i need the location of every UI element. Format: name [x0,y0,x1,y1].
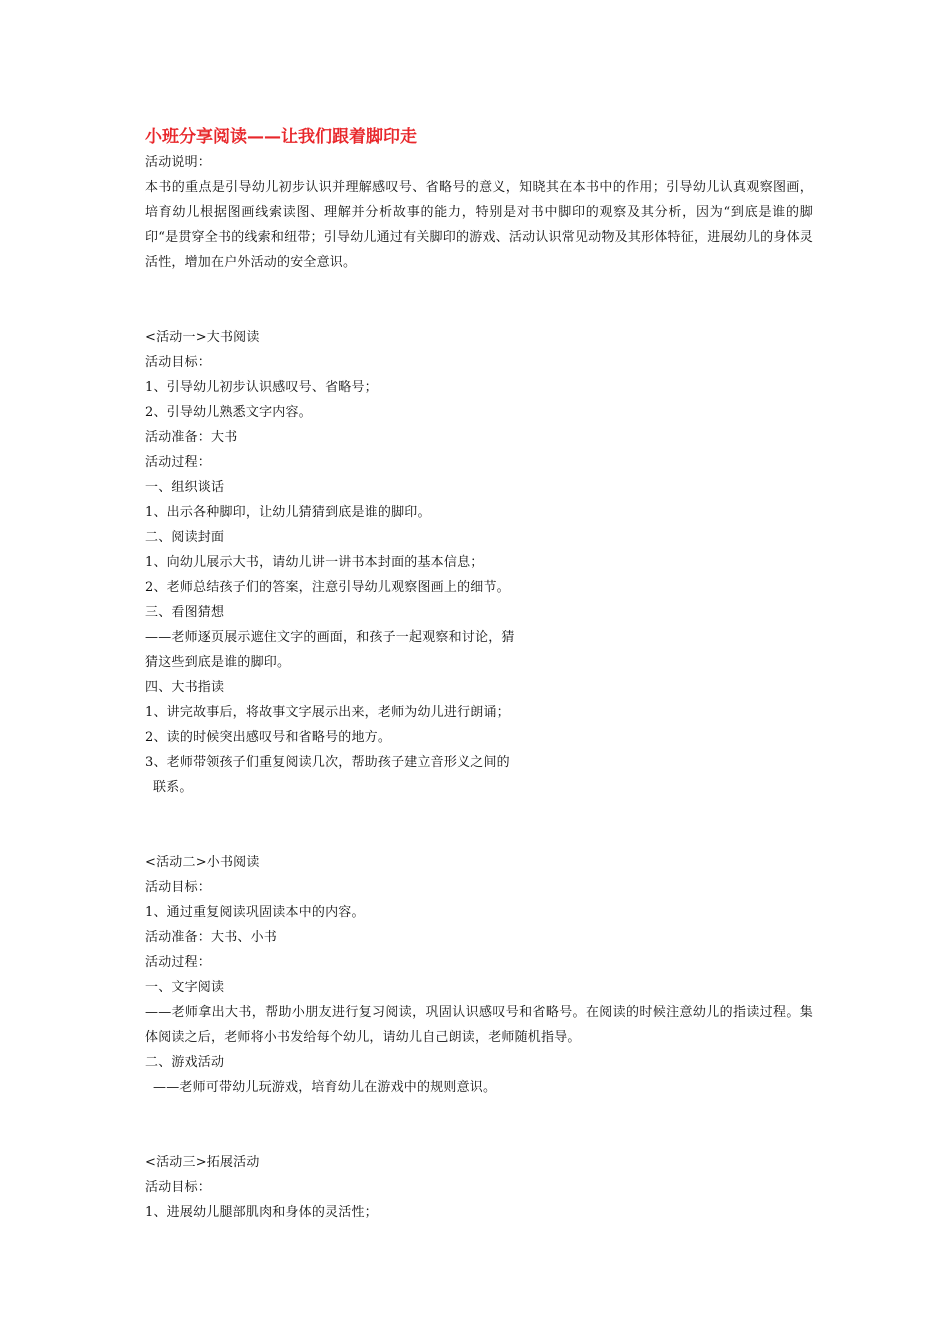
activity2-line: 活动过程： [145,955,212,970]
activity3-heading: <活动三>拓展活动 [145,1155,260,1170]
intro-label: 活动说明： [145,155,212,170]
activity1-line: 一、组织谈话 [145,480,225,495]
activity1-line: 活动过程： [145,455,212,470]
activity1-line: 活动准备：大书 [145,430,238,445]
activity2-line: 1、通过重复阅读巩固读本中的内容。 [145,905,365,920]
activity2-paragraph: ——老师拿出大书，帮助小朋友进行复习阅读，巩固认识感叹号和省略号。在阅读的时候注意幼儿的指读过程。集体阅读之后，老师将小书发给每个幼儿，请幼儿自己朗读，老师随机指导。 [145,1005,813,1045]
activity2-line: 活动准备：大书、小书 [145,930,278,945]
activity1-line: 三、看图猜想 [145,605,225,620]
activity1-line: 1、向幼儿展示大书，请幼儿讲一讲书本封面的基本信息； [145,555,484,570]
activity2-line: 活动目标： [145,880,212,895]
activity3-line: 活动目标： [145,1180,212,1195]
activity2-line: 二、游戏活动 [145,1055,225,1070]
activity1-line: 2、读的时候突出感叹号和省略号的地方。 [145,730,392,745]
activity1-line: 联系。 [153,780,193,795]
document-title: 小班分享阅读——让我们跟着脚印走 [145,127,417,147]
activity1-line: 3、老师带领孩子们重复阅读几次，帮助孩子建立音形义之间的 [145,755,510,770]
activity1-line: 2、引导幼儿熟悉文字内容。 [145,405,312,420]
spacer [145,800,813,850]
activity3-line: 1、进展幼儿腿部肌肉和身体的灵活性； [145,1205,378,1220]
activity1-line: 活动目标： [145,355,212,370]
document-page [145,124,813,1225]
spacer [145,275,813,325]
activity1-line: 二、阅读封面 [145,530,225,545]
intro-paragraph: 本书的重点是引导幼儿初步认识并理解感叹号、省略号的意义，知晓其在本书中的作用；引导幼儿认真观察图画，培育幼儿根据图画线索读图、理解并分析故事的能力，特别是对书中脚印的观察及其分析，因为“到底是谁的脚印“是贯穿全书的线索和纽带；引导幼儿通过有关脚印的游戏、活动认识常见动物及其形体特征，进展幼儿的身体灵活性，增加在户外活动的安全意识。 [145,180,813,270]
activity2-line: ——老师可带幼儿玩游戏，培育幼儿在游戏中的规则意识。 [153,1080,497,1095]
activity1-heading: <活动一>大书阅读 [145,330,260,345]
activity2-line: 一、文字阅读 [145,980,225,995]
activity1-line: ——老师逐页展示遮住文字的画面，和孩子一起观察和讨论，猜 [145,630,515,645]
activity1-line: 1、引导幼儿初步认识感叹号、省略号； [145,380,378,395]
spacer [145,1100,813,1150]
activity1-line: 四、大书指读 [145,680,225,695]
activity1-line: 猜这些到底是谁的脚印。 [145,655,291,670]
activity1-line: 1、出示各种脚印，让幼儿猜猜到底是谁的脚印。 [145,505,431,520]
activity2-heading: <活动二>小书阅读 [145,855,260,870]
activity1-line: 2、老师总结孩子们的答案，注意引导幼儿观察图画上的细节。 [145,580,510,595]
activity1-line: 1、讲完故事后，将故事文字展示出来，老师为幼儿进行朗诵； [145,705,510,720]
